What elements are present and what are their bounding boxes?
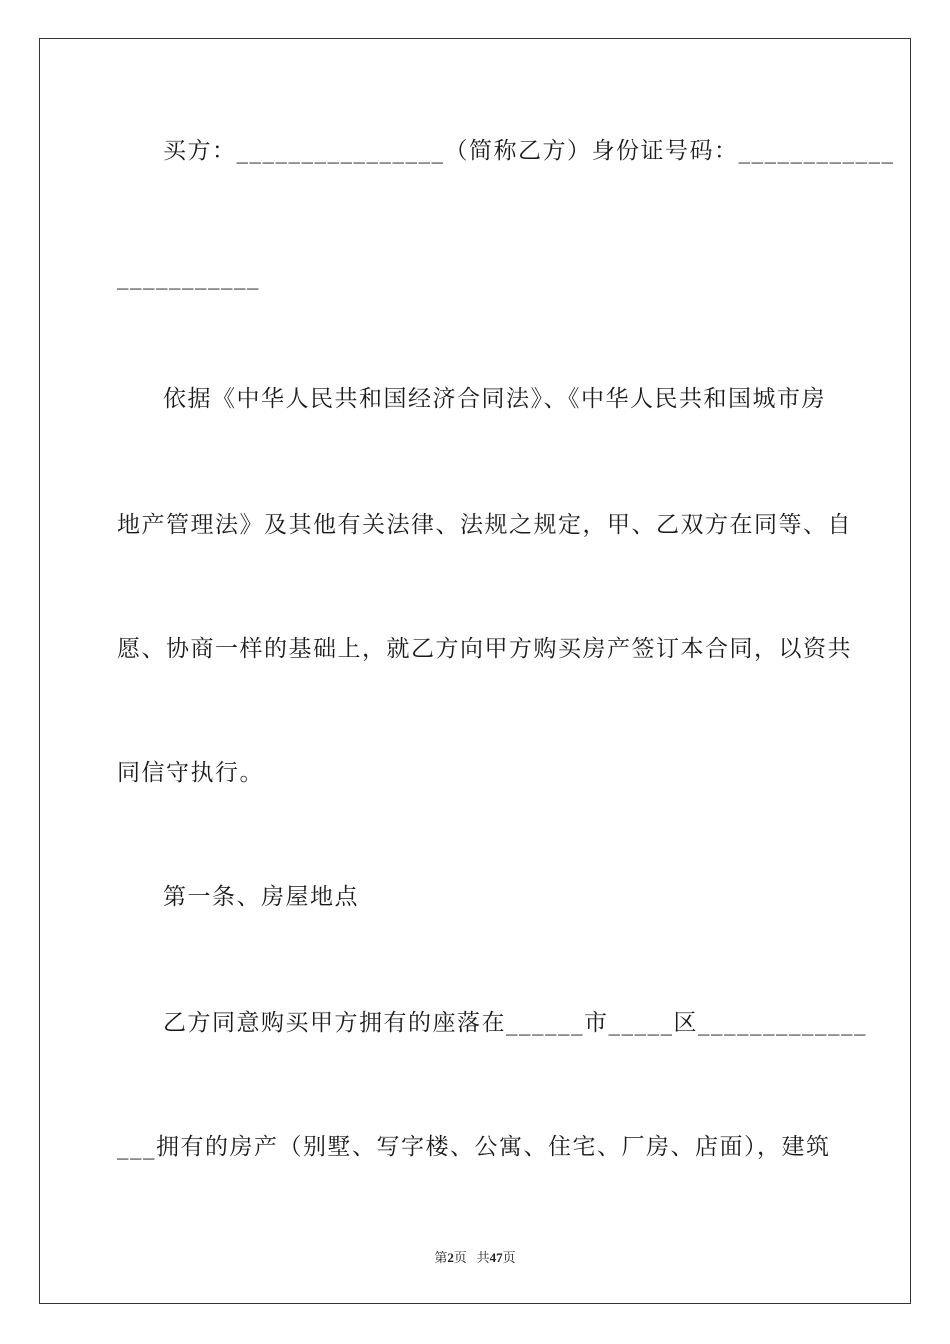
article-one-heading: 第一条、房屋地点: [163, 884, 359, 910]
footer-total-suffix: 页: [502, 1250, 516, 1265]
page-border: [39, 38, 911, 1304]
footer-total-pages: 47: [489, 1250, 503, 1265]
paragraph-basis-line-3: 愿、协商一样的基础上，就乙方向甲方购买房产签订本合同，以资共: [117, 636, 852, 662]
footer-total-prefix: 共: [476, 1250, 490, 1265]
footer-page-suffix: 页: [453, 1250, 467, 1265]
buyer-line-continuation: ___________: [117, 264, 260, 290]
footer-page-prefix: 第: [434, 1250, 448, 1265]
article-one-line-1: 乙方同意购买甲方拥有的座落在______市_____区_____________: [163, 1010, 867, 1036]
footer-page-number: 2: [447, 1250, 454, 1265]
buyer-line: 买方：________________（简称乙方）身份证号码：____________: [163, 138, 895, 164]
paragraph-basis-line-2: 地产管理法》及其他有关法律、法规之规定，甲、乙双方在同等、自: [117, 512, 852, 538]
paragraph-basis-line-1: 依据《中华人民共和国经济合同法》、《中华人民共和国城市房: [163, 386, 826, 412]
article-one-line-2: ___拥有的房产（别墅、写字楼、公寓、住宅、厂房、店面），建筑: [117, 1134, 831, 1160]
paragraph-basis-line-4: 同信守执行。: [117, 760, 264, 786]
page-footer: [0, 1247, 950, 1266]
